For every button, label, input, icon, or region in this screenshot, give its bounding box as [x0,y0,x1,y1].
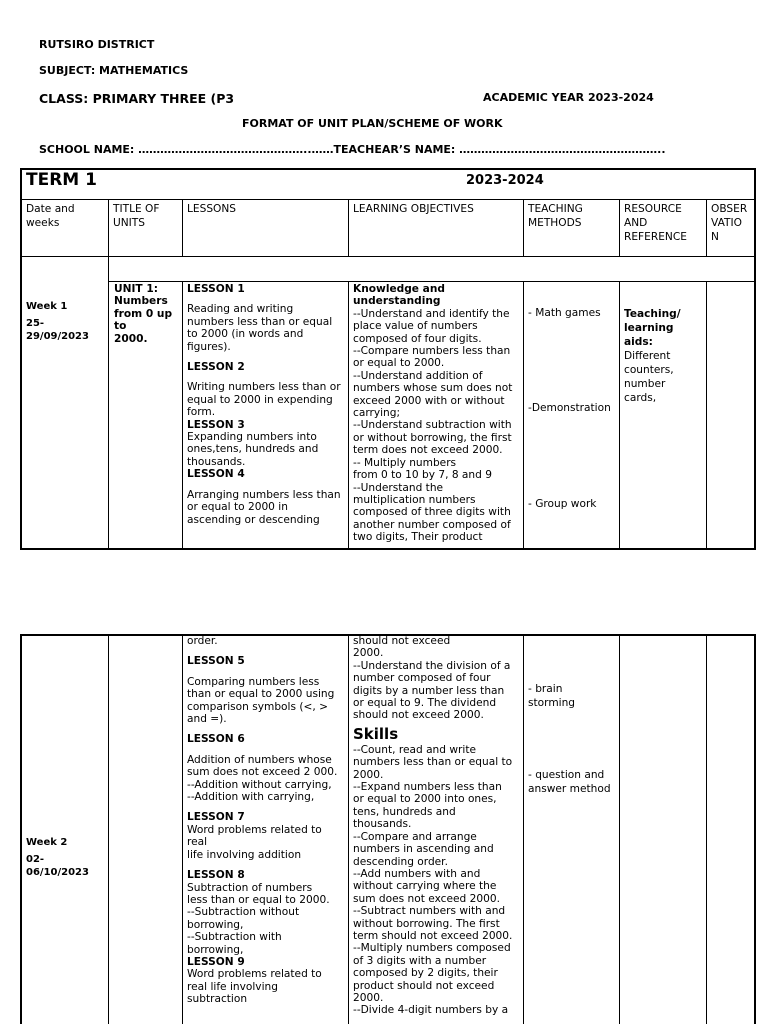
lessons-cell-week-2: order. LESSON 5 Comparing numbers less than or equal to 2000 using comparison symbols (<, > and =). LESSON 6 Addition of numbers whose sum does not exceed 2 000. --Addition without carrying, --Addition with carrying, LESSON 7 Word problems related to real life involving addition LESSON 8 Subtraction of numbers less than or equal to 2000. --Subtraction without borrowing, --Subtraction with borrowing, LESSON 9 Word problems related to real life involving subtraction [187,635,338,1006]
lesson-4-title: LESSON 4 [187,468,245,481]
col-header-objectives: LEARNING OBJECTIVES [353,203,474,215]
lessons-cell-week-1: LESSON 1 Reading and writing numbers less than or equal to 2000 (in words and figures). LESSON 2 Writing numbers less than or equal to 2000 in expending form. LESSON 3 Expanding numbers into ones,tens, hundreds and thousands. LESSON 4 Arranging numbers less than or equal to 2000 in ascending or descending [187,283,341,526]
academic-year-label: ACADEMIC YEAR 2023-2024 [483,91,654,104]
method-question-answer: - question and answer method [528,769,611,795]
school-teacher-line: SCHOOL NAME: ………………………………………..……TEACHEAR’S NAME: ……………………………………………….. [39,143,666,156]
term-title: TERM 1 [26,170,97,190]
method-group-work: - Group work [528,498,597,510]
objectives-cell-week-2: should not exceed 2000. --Understand the division of a number composed of four digits by a number less than or equal to 9. The dividend should not exceed 2000. Skills --Count, read and write numbers less than or equal to 2000. --Expand numbers less than or equal to 2000 into ones, tens, hundreds and thousands. --Compare and arrange numbers in ascending and descending order. --Add numbers with and without carrying where the sum does not exceed 2000. --Subtract numbers with and without borrowing. The first term should not exceed 2000. --Multiply numbers composed of 3 digits with a number composed by 2 digits, their product should not exceed 2000. --Divide 4-digit numbers by a [353,635,513,1017]
skills-heading: Skills [353,724,399,743]
method-brain-storming: - brain storming [528,683,576,709]
class-label: CLASS: PRIMARY THREE (P3 [39,91,235,106]
lesson-2-title: LESSON 2 [187,361,245,374]
district-label: RUTSIRO DISTRICT [39,38,155,51]
lesson-7-title: LESSON 7 [187,811,245,824]
format-title: FORMAT OF UNIT PLAN/SCHEME OF WORK [242,117,503,130]
resource-cell-week-1: Teaching/ learning aids: Different counters, number cards, [624,308,681,404]
col-header-date: Date and weeks [26,203,75,229]
col-header-observation: OBSER VATIO N [711,203,748,243]
lesson-6-title: LESSON 6 [187,733,245,746]
col-header-resource: RESOURCE AND REFERENCE [624,203,687,243]
method-math-games: - Math games [528,307,601,319]
week-2-cell: Week 2 02- 06/10/2023 [26,837,89,878]
term-year: 2023-2024 [466,173,544,188]
col-header-title: TITLE OF UNITS [113,203,160,229]
method-demonstration: -Demonstration [528,402,611,414]
lesson-3-title: LESSON 3 [187,418,245,431]
lesson-8-title: LESSON 8 [187,869,245,882]
lesson-1-title: LESSON 1 [187,283,245,295]
col-header-methods: TEACHING METHODS [528,203,583,229]
subject-label: SUBJECT: MATHEMATICS [39,64,189,77]
col-header-lessons: LESSONS [187,203,237,215]
week-1-cell: Week 1 25- 29/09/2023 [26,301,89,342]
unit-title-cell: UNIT 1: Numbers from 0 up to 2000. [114,283,173,345]
objectives-cell-week-1: Knowledge and understanding --Understand and identify the place value of numbers composed of four digits. --Compare numbers less than or equal to 2000. --Understand addition of numbers whose sum does not exceed 2000 with or without carrying; --Understand subtraction with or without borrowing, the first term does not exceed 2000. -- Multiply numbers from 0 to 10 by 7, 8 and 9 --Understand the multiplication numbers composed of three digits with another number composed of two digits, Their product [353,283,513,544]
lesson-9-title: LESSON 9 [187,955,245,968]
lesson-5-title: LESSON 5 [187,655,245,668]
